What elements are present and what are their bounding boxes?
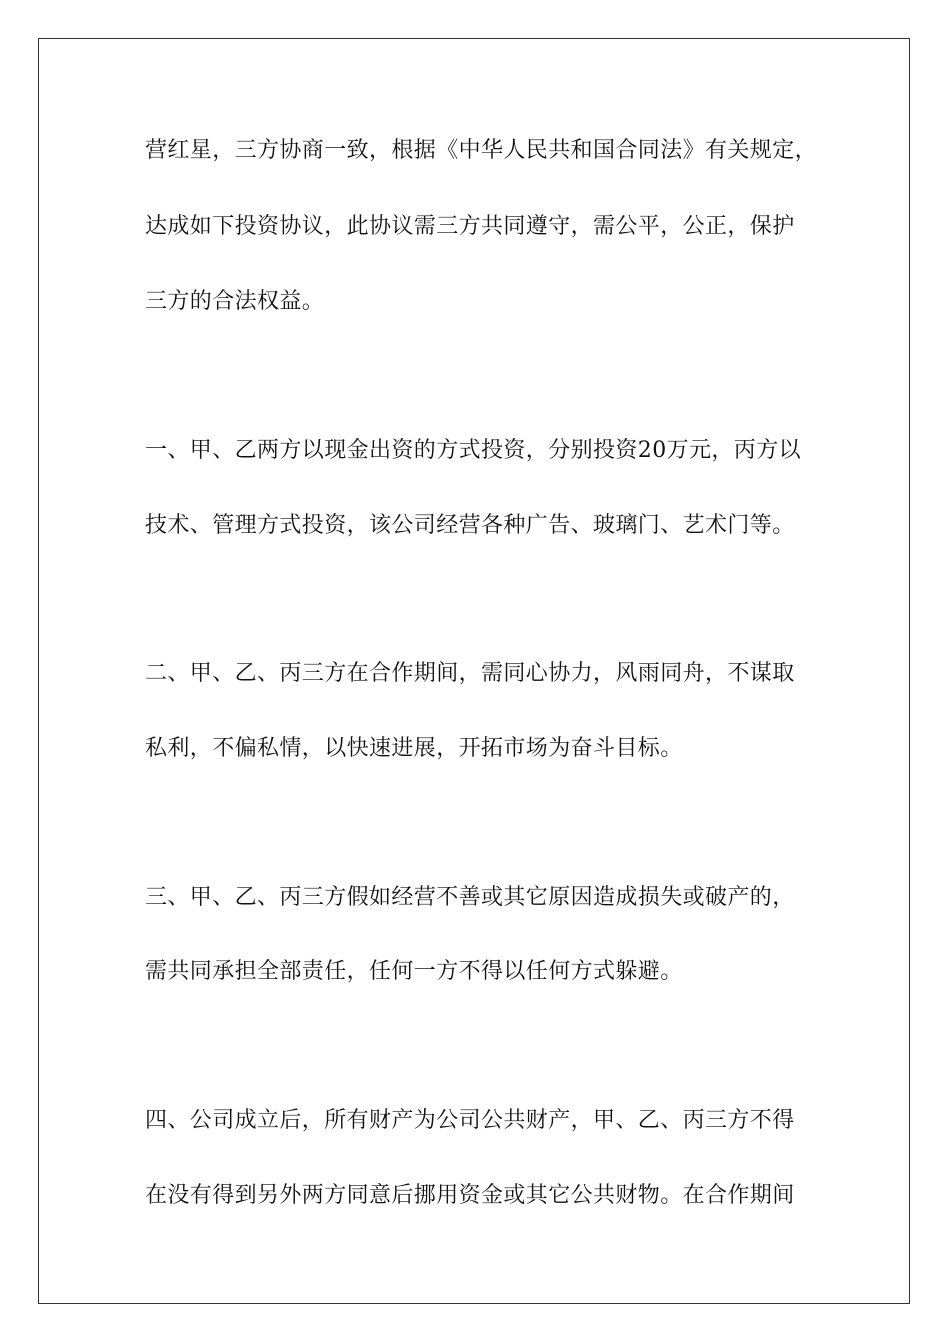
paragraph-intro-line-3: 三方的合法权益。 [145, 289, 325, 314]
clause-3-line-2: 需共同承担全部责任，任何一方不得以任何方式躲避。 [145, 959, 683, 984]
paragraph-intro-line-2: 达成如下投资协议，此协议需三方共同遵守，需公平，公正，保护 [145, 214, 795, 239]
clause-4-line-1: 四、公司成立后，所有财产为公司公共财产，甲、乙、丙三方不得 [145, 1108, 795, 1133]
clause-2-line-1: 二、甲、乙、丙三方在合作期间，需同心协力，风雨同舟，不谋取 [145, 661, 795, 686]
clause-1-line-2: 技术、管理方式投资，该公司经营各种广告、玻璃门、艺术门等。 [145, 513, 795, 538]
clause-1-line-1: 一、甲、乙两方以现金出资的方式投资，分别投资20万元，丙方以 [145, 438, 801, 463]
clause-4-line-2: 在没有得到另外两方同意后挪用资金或其它公共财物。在合作期间 [145, 1183, 795, 1208]
paragraph-intro-line-1: 营红星，三方协商一致，根据《中华人民共和国合同法》有关规定， [145, 138, 818, 163]
clause-2-line-2: 私利，不偏私情，以快速进展，开拓市场为奋斗目标。 [145, 736, 683, 761]
clause-3-line-1: 三、甲、乙、丙三方假如经营不善或其它原因造成损失或破产的， [145, 885, 795, 910]
